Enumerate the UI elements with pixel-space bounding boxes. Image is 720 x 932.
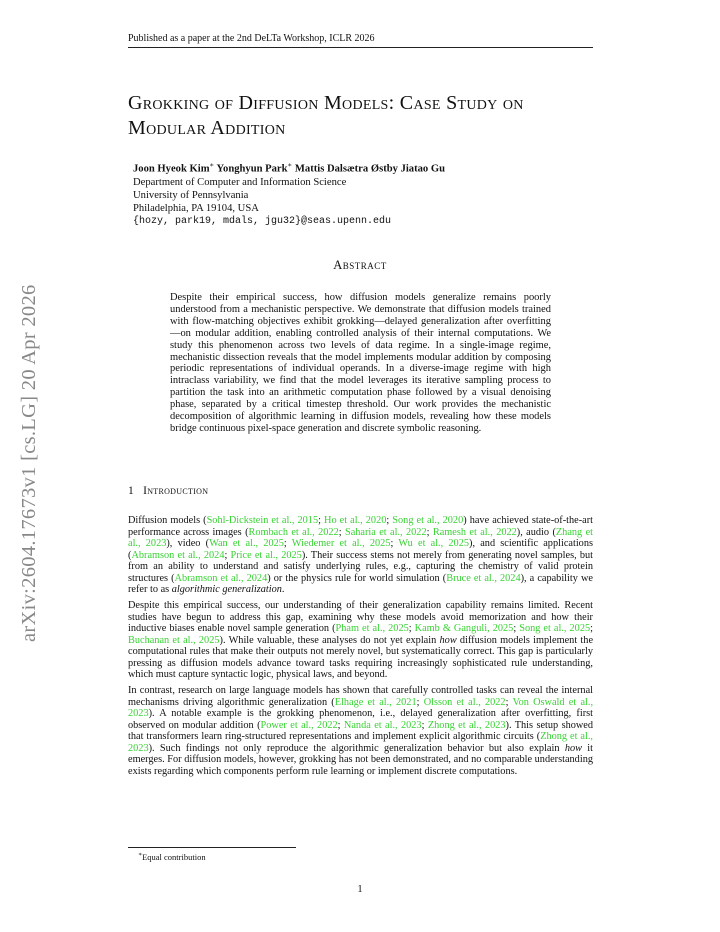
citation-link[interactable]: Elhage et al., 2021 [334, 696, 417, 708]
page-number: 1 [357, 884, 363, 895]
paper-title [128, 91, 608, 141]
citation-link[interactable]: Buchanan et al., 2025 [128, 634, 220, 646]
citation-link[interactable]: Zhang et al., 2023 [128, 526, 593, 549]
running-header: Published as a paper at the 2nd DeLTa Workshop, ICLR 2026 [128, 32, 593, 48]
citation-link[interactable]: Zhong et al., 2023 [427, 719, 506, 731]
title-line-1: Grokking of Diffusion Models: Case Study on [128, 92, 524, 114]
author-emails: {hozy, park19, mdals, jgu32}@seas.upenn.edu [133, 216, 392, 228]
citation-link[interactable]: Song et al., 2020 [392, 515, 464, 526]
abstract-heading: Abstract [333, 258, 387, 272]
citation-link[interactable]: Wiedemer et al., 2025 [291, 538, 391, 549]
title-line-2: Modular Addition [128, 117, 286, 139]
footnote-rule [128, 847, 296, 848]
citation-link[interactable]: Ho et al., 2020 [324, 515, 387, 526]
paragraph: Diffusion models (Sohl-Dickstein et al., 2015; Ho et al., 2020; Song et al., 2020) have achieved state-of-the-art performance across images (Rombach et al., 2022; Saharia et al., 2022; Ramesh et al., 2022), audio (Zhang et al., 2023), video (Wan et al., 2025; Wiedemer et al., 2025; Wu et al., 2025), and scientific applications (Abramson et al., 2024; Price et al., 2025). Their success stems not merely from generating novel samples, but from an ability to understand and satisfy underlying rules, e.g., capturing the chemistry of valid protein structures (Abramson et al., 2024) or the physics rule for world simulation (Bruce et al., 2024), a capability we refer to as algorithmic generalization. [128, 515, 594, 595]
citation-link[interactable]: Pham et al., 2025 [335, 623, 409, 635]
affiliation-line: Philadelphia, PA 19104, USA [133, 203, 259, 215]
citation-link[interactable]: Power et al., 2022 [260, 719, 338, 731]
author-name: Joon Hyeok Kim [133, 163, 210, 175]
citation-link[interactable]: Wan et al., 2025 [209, 538, 284, 549]
citation-link[interactable]: Rombach et al., 2022 [248, 526, 339, 538]
author-name: Jiatao Gu [400, 163, 446, 175]
equal-contribution-marker: ∗ [209, 161, 215, 169]
body-text [128, 515, 593, 782]
author-block [133, 159, 553, 229]
emphasis: how [439, 634, 457, 646]
citation-link[interactable]: Wu et al., 2025 [398, 538, 470, 549]
citation-link[interactable]: Abramson et al., 2024 [174, 572, 268, 584]
footnote-text: Equal contribution [142, 851, 206, 862]
author-names [133, 159, 553, 176]
citation-link[interactable]: Saharia et al., 2022 [344, 526, 427, 538]
emphasis: how [564, 742, 582, 754]
paragraph: Despite this empirical success, our understanding of their generalization capability remains limited. Recent studies have begun to address this gap, examining why these models avoid memorization and how their inductive biases enable novel sample generation (Pham et al., 2025; Kamb & Ganguli, 2025; Song et al., 2025; Buchanan et al., 2025). While valuable, these analyses do not yet explain how diffusion models implement the computational rules that make their outputs not merely novel, but systematically correct. This gap is particularly pressing as diffusion models advance toward tasks requiring increasingly sophisticated rule understanding, which must capture syntactic logic, physical laws, and beyond. [128, 600, 594, 681]
abstract-text: Despite their empirical success, how diffusion models generalize remains poorly understood from a mechanistic perspective. We demonstrate that diffusion models trained with flow-matching objectives exhibit grokking—delayed generalization after overfitting—on modular addition, enabling controlled analysis of their internal computations. We study this phenomenon across two levels of data regime. In a single-image regime, mechanistic dissection reveals that the model implements modular addition by composing periodic representations of individual operands. In a diverse-image regime with high intraclass variability, we find that the model leverages its iterative sampling process to partition the task into an arithmetic computation phase followed by a visual denoising phase, separated by a critical timestep threshold. Our work provides the mechanistic decomposition of algorithmic learning in diffusion models, revealing how these models bridge continuous pixel-space generation and discrete symbolic reasoning. [170, 292, 551, 434]
paragraph: In contrast, research on large language models has shown that carefully controlled tasks can reveal the internal mechanisms driving algorithmic generalization (Elhage et al., 2021; Olsson et al., 2022; Von Oswald et al., 2023). A notable example is the grokking phenomenon, i.e., delayed generalization after overfitting, first observed on modular addition (Power et al., 2022; Nanda et al., 2023; Zhong et al., 2023). This setup showed that transformers learn ring-structured representations and implement explicit algorithmic circuits (Zhong et al., 2023). Such findings not only reproduce the algorithmic generalization behavior but also explain how it emerges. For diffusion models, however, grokking has not been demonstrated, and no comparable understanding exists regarding which components perform rule learning or implement discrete computations. [128, 685, 594, 777]
citation-link[interactable]: Abramson et al., 2024 [131, 549, 225, 561]
citation-link[interactable]: Zhong et al., 2023 [128, 731, 594, 754]
author-name: Mattis Dalsætra Østby [294, 163, 398, 175]
affiliation-line: University of Pennsylvania [133, 189, 249, 201]
equal-contribution-marker: ∗ [287, 161, 293, 169]
footnote-marker: ∗ [138, 852, 143, 858]
citation-link[interactable]: Sohl-Dickstein et al., 2015 [206, 515, 319, 526]
citation-link[interactable]: Nanda et al., 2023 [343, 719, 422, 731]
arxiv-stamp: arXiv:2604.17673v1 [cs.LG] 20 Apr 2026 [18, 284, 40, 642]
citation-link[interactable]: Kamb & Ganguli, 2025 [414, 623, 514, 635]
section-number: 1 [128, 485, 135, 497]
emphasis: algorithmic generalization [171, 584, 282, 595]
affiliation-line: Department of Computer and Information Science [133, 176, 347, 188]
citation-link[interactable]: Bruce et al., 2024 [446, 572, 521, 584]
citation-link[interactable]: Olsson et al., 2022 [423, 696, 506, 708]
section-title: Introduction [143, 485, 209, 497]
citation-link[interactable]: Ramesh et al., 2022 [432, 526, 517, 538]
citation-link[interactable]: Von Oswald et al., 2023 [128, 696, 594, 720]
citation-link[interactable]: Price et al., 2025 [230, 549, 302, 561]
section-heading [128, 485, 208, 497]
footnote [138, 850, 206, 862]
citation-link[interactable]: Song et al., 2025 [519, 623, 591, 635]
author-name: Yonghyun Park [216, 163, 288, 175]
